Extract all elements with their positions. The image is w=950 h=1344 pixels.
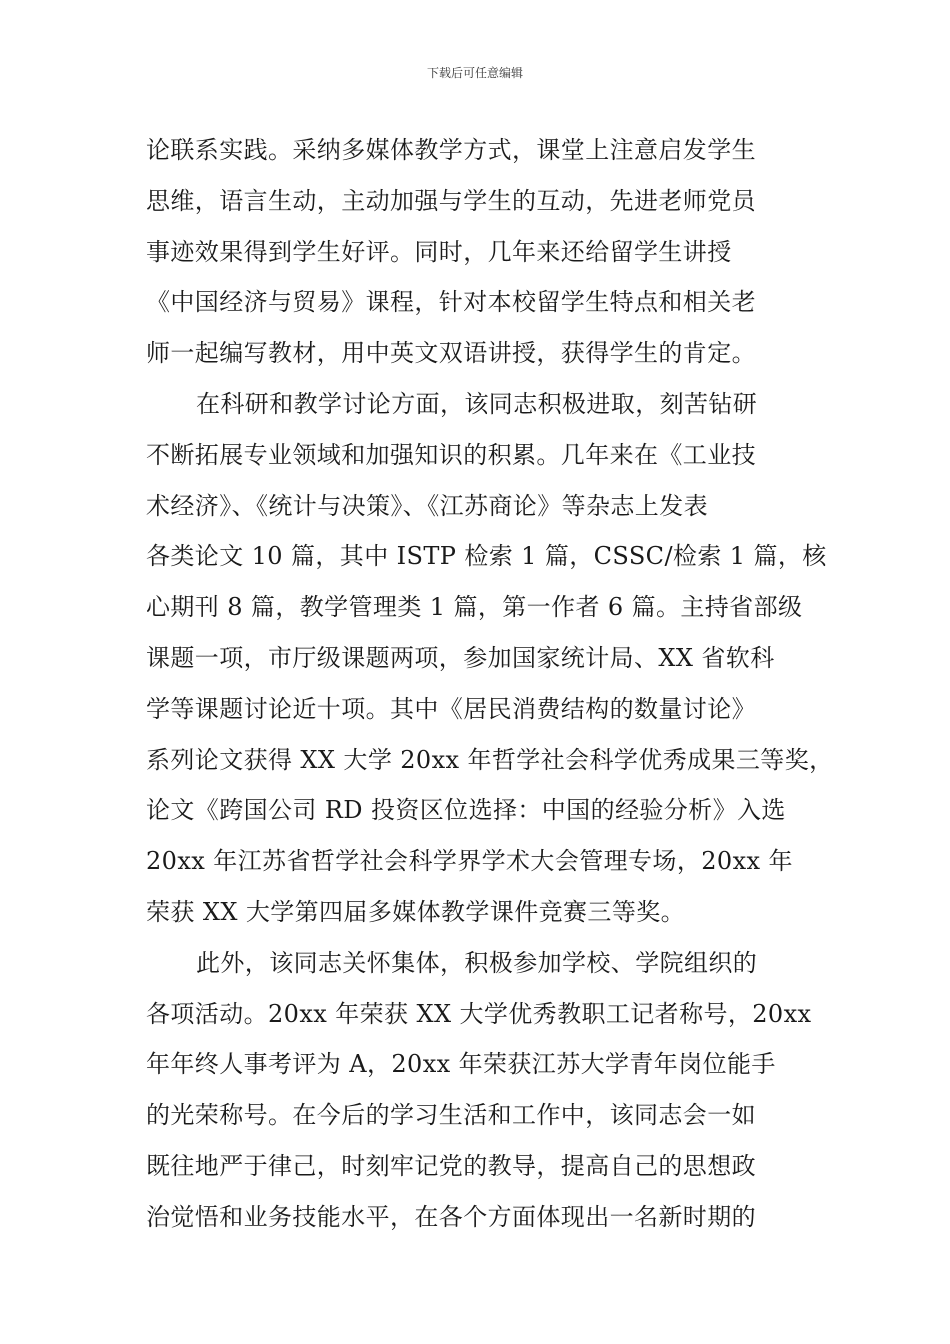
text-line: 不断拓展专业领域和加强知识的积累。几年来在《工业技 <box>146 440 756 469</box>
text-line: 术经济》、《统计与决策》、《江苏商论》等杂志上发表 <box>146 491 708 520</box>
document-body <box>146 125 834 1243</box>
text-line: 年年终人事考评为 A，20xx 年荣获江苏大学青年岗位能手 <box>146 1050 776 1079</box>
text-line: 学等课题讨论近十项。其中《居民消费结构的数量讨论》 <box>146 694 756 723</box>
text-line: 心期刊 8 篇，教学管理类 1 篇，第一作者 6 篇。主持省部级 <box>146 593 803 622</box>
text-line: 20xx 年江苏省哲学社会科学界学术大会管理专场，20xx 年 <box>146 847 793 876</box>
text-line: 论联系实践。采纳多媒体教学方式，课堂上注意启发学生 <box>146 136 756 164</box>
text-line: 治觉悟和业务技能水平，在各个方面体现出一名新时期的 <box>146 1202 756 1231</box>
page-header: 下载后可任意编辑 <box>426 66 523 80</box>
text-line: 事迹效果得到学生好评。同时，几年来还给留学生讲授 <box>146 237 732 266</box>
text-line: 课题一项，市厅级课题两项，参加国家统计局、XX 省软科 <box>146 643 775 672</box>
text-line: 《中国经济与贸易》课程，针对本校留学生特点和相关老 <box>146 288 756 317</box>
text-line: 系列论文获得 XX 大学 20xx 年哲学社会科学优秀成果三等奖， <box>146 745 834 774</box>
text-line: 论文《跨国公司 RD 投资区位选择：中国的经验分析》入选 <box>146 796 786 825</box>
paragraph-start-line: 在科研和教学讨论方面，该同志积极进取，刻苦钻研 <box>196 389 758 418</box>
text-line: 师一起编写教材，用中英文双语讲授，获得学生的肯定。 <box>146 339 756 368</box>
paragraph-start-line: 此外，该同志关怀集体，积极参加学校、学院组织的 <box>196 948 758 977</box>
text-line: 荣获 XX 大学第四届多媒体教学课件竞赛三等奖。 <box>146 897 686 926</box>
text-line: 的光荣称号。在今后的学习生活和工作中，该同志会一如 <box>146 1101 756 1130</box>
text-line: 各类论文 10 篇，其中 ISTP 检索 1 篇，CSSC/检索 1 篇，核 <box>146 542 827 571</box>
text-line: 思维，语言生动，主动加强与学生的互动，先进老师党员 <box>146 186 756 215</box>
text-line: 既往地严于律己，时刻牢记党的教导，提高自己的思想政 <box>146 1151 756 1180</box>
text-line: 各项活动。20xx 年荣获 XX 大学优秀教职工记者称号，20xx <box>146 999 812 1028</box>
